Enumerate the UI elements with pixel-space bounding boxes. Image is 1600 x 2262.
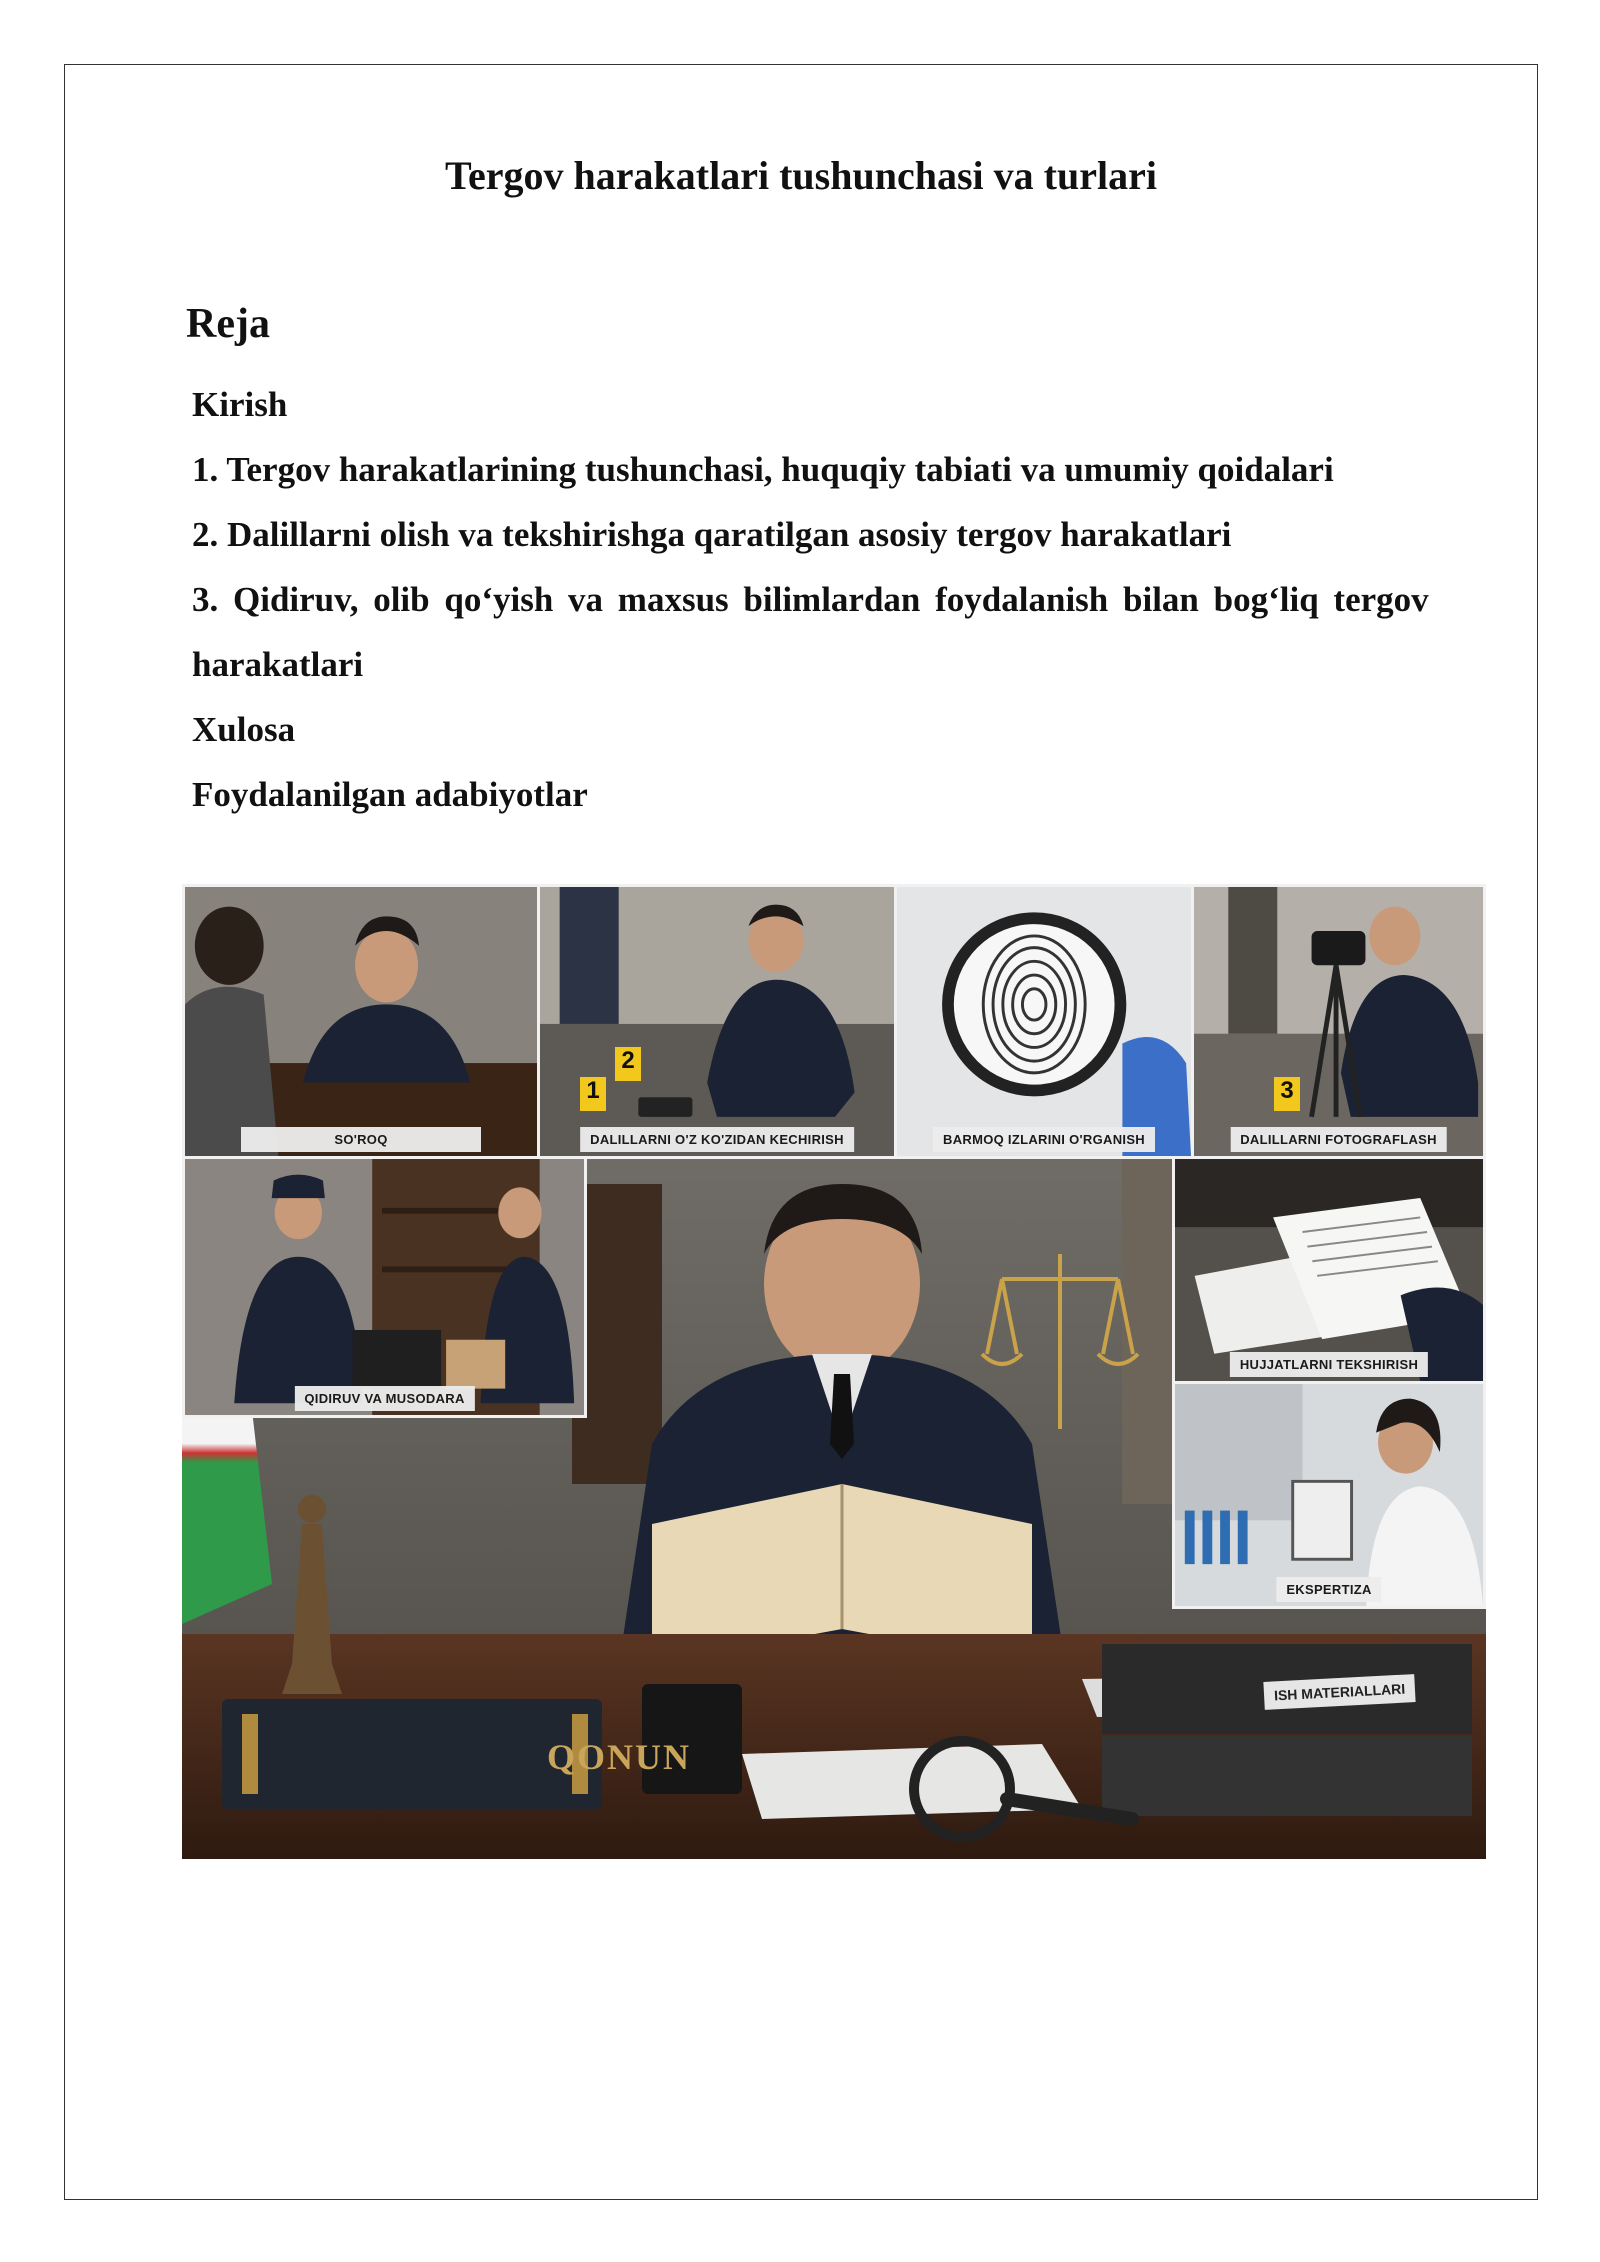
panel-caption-interrogation: SO'ROQ <box>241 1127 481 1152</box>
panel-document-check <box>1172 1156 1486 1384</box>
evidence-marker-1: 1 <box>580 1077 606 1111</box>
document-title: Tergov harakatlari tushunchasi va turlari <box>445 153 1157 198</box>
plan-item-references: Foydalanilgan adabiyotlar <box>192 775 588 814</box>
panel-search-seizure <box>182 1156 587 1418</box>
panel-caption-fingerprints: BARMOQ IZLARINI O'RGANISH <box>933 1127 1155 1152</box>
panel-fingerprints <box>894 884 1194 1159</box>
illustration-collage <box>182 884 1486 1859</box>
panel-evidence-inspection <box>537 884 897 1159</box>
plan-item-3-continued: harakatlari <box>192 645 364 684</box>
evidence-marker-2: 2 <box>615 1047 641 1081</box>
plan-list <box>192 372 1492 827</box>
plan-heading: Reja <box>186 301 270 347</box>
evidence-marker-3: 3 <box>1274 1077 1300 1111</box>
panel-caption-expertise: EKSPERTIZA <box>1276 1577 1381 1602</box>
panel-interrogation <box>182 884 540 1159</box>
panel-expertise <box>1172 1381 1486 1609</box>
plan-item-3: 3. Qidiruv, olib qo‘yish va maxsus bilimlardan foydalanish bilan bog‘liq tergov <box>192 580 1429 619</box>
panel-caption-search-seizure: QIDIRUV VA MUSODARA <box>294 1386 474 1411</box>
panel-caption-document-check: HUJJATLARNI TEKSHIRISH <box>1230 1352 1428 1377</box>
panel-caption-evidence-inspection: DALILLARNI O'Z KO'ZIDAN KECHIRISH <box>580 1127 854 1152</box>
plan-item-conclusion: Xulosa <box>192 710 296 749</box>
plan-item-1: 1. Tergov harakatlarining tushunchasi, huquqiy tabiati va umumiy qoidalari <box>192 450 1334 489</box>
panel-photographing <box>1191 884 1486 1159</box>
plan-item-intro: Kirish <box>192 385 288 424</box>
binder-label: ISH MATERIALLARI <box>1263 1674 1415 1710</box>
plan-item-2: 2. Dalillarni olish va tekshirishga qaratilgan asosiy tergov harakatlari <box>192 515 1232 554</box>
book-label: QONUN <box>547 1737 691 1777</box>
panel-caption-photographing: DALILLARNI FOTOGRAFLASH <box>1230 1127 1447 1152</box>
